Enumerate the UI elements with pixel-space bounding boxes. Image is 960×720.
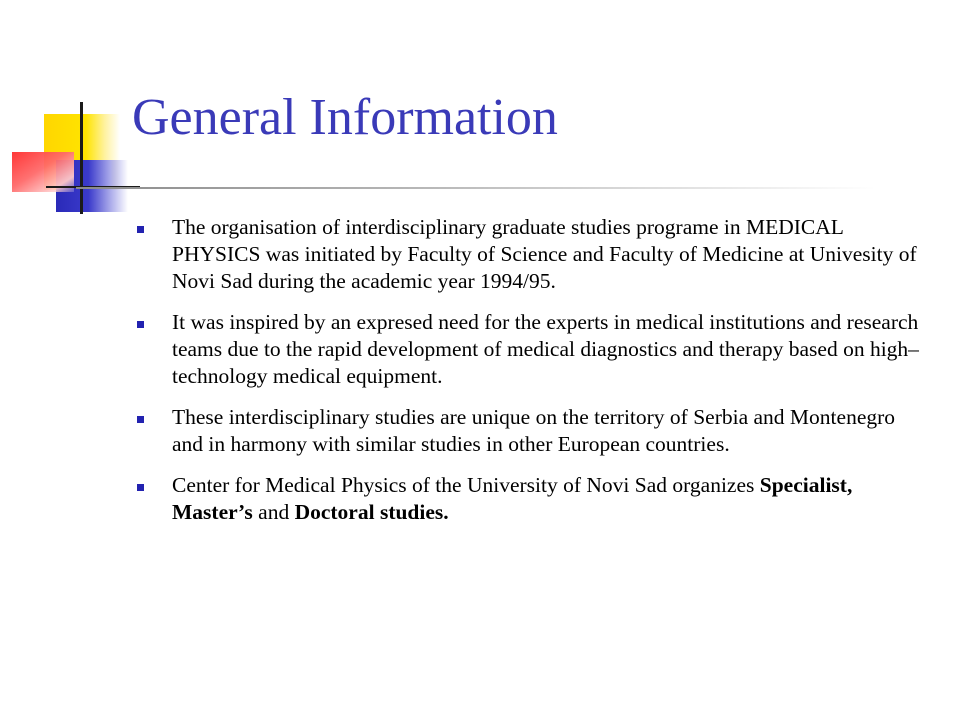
- bullet-text: The organisation of interdisciplinary graduate studies programe in MEDICAL PHYSICS was initiated by Faculty of Science and Faculty of Medicine at Univesity of Novi Sad during the academic year 1994/95.: [172, 215, 917, 293]
- slide-logo-graphic: [0, 0, 140, 240]
- bullet-list: [130, 214, 930, 540]
- square-bullet-icon: [137, 484, 144, 491]
- logo-vertical-line: [80, 102, 83, 214]
- bullet-text: It was inspired by an expresed need for the experts in medical institutions and research teams due to the rapid development of medical diagnostics and therapy based on high–technology medical equipment.: [172, 310, 919, 388]
- bullet-item: [130, 404, 930, 458]
- square-bullet-icon: [137, 321, 144, 328]
- slide-title: General Information: [132, 89, 558, 146]
- bullet-bold-doctoral: Doctoral studies.: [294, 500, 449, 524]
- title-divider-line: [76, 187, 876, 189]
- bullet-bold-study-types: Specialist, Master’s: [172, 473, 853, 524]
- bullet-text-start: Center for Medical Physics of the University of Novi Sad organizes: [172, 473, 760, 497]
- bullet-item: [130, 309, 930, 390]
- bullet-text: These interdisciplinary studies are unique on the territory of Serbia and Montenegro and in harmony with similar studies in other European countries.: [172, 405, 896, 456]
- bullet-item: [130, 472, 930, 526]
- square-bullet-icon: [137, 416, 144, 423]
- bullet-text-mid: and: [252, 500, 295, 524]
- square-bullet-icon: [137, 226, 144, 233]
- bullet-item: [130, 214, 930, 295]
